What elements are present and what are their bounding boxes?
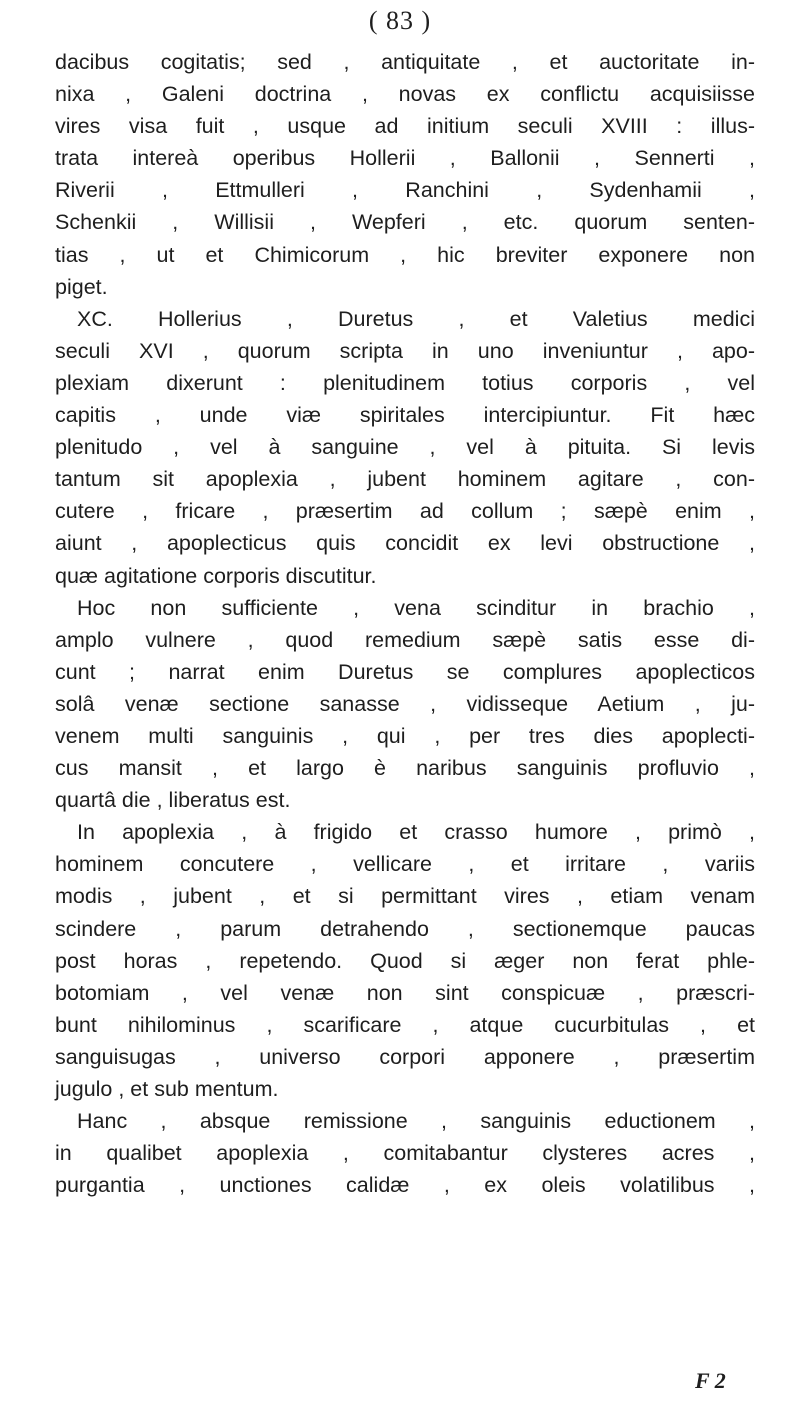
text-line: purgantia , unctiones calidæ , ex oleis volatilibus , xyxy=(55,1173,755,1198)
text-line: tantum sit apoplexia , jubent hominem agitare , con- xyxy=(55,467,755,492)
text-line: Schenkii , Willisii , Wepferi , etc. quorum senten- xyxy=(55,210,755,235)
text-line: botomiam , vel venæ non sint conspicuæ , præscri- xyxy=(55,980,755,1005)
text-line: solâ venæ sectione sanasse , vidisseque Aetium , ju- xyxy=(55,691,755,716)
text-line: plenitudo , vel à sanguine , vel à pituita. Si levis xyxy=(55,435,755,460)
text-line: cutere , fricare , præsertim ad collum ; sæpè enim , xyxy=(55,499,755,524)
text-line: sanguisugas , universo corpori apponere , præsertim xyxy=(55,1044,755,1069)
text-line: trata intereà operibus Hollerii , Ballonii , Sennerti , xyxy=(55,146,755,171)
text-line: piget. xyxy=(55,274,108,299)
text-line: vires visa fuit , usque ad initium seculi XVIII : illus- xyxy=(55,114,755,139)
text-line: capitis , unde viæ spiritales intercipiuntur. Fit hæc xyxy=(55,403,755,428)
text-line: jugulo , et sub mentum. xyxy=(55,1077,279,1101)
text-line: plexiam dixerunt : plenitudinem totius corporis , vel xyxy=(55,370,755,395)
body-text xyxy=(55,46,755,1201)
page-number: ( 83 ) xyxy=(368,6,432,35)
text-line: bunt nihilominus , scarificare , atque cucurbitulas , et xyxy=(55,1012,755,1037)
text-line: cus mansit , et largo è naribus sanguinis profluvio , xyxy=(55,756,755,781)
text-line: aiunt , apoplecticus quis concidit ex levi obstructione , xyxy=(55,531,755,556)
text-line: venem multi sanguinis , qui , per tres dies apoplecti- xyxy=(55,723,755,748)
signature-mark: F 2 xyxy=(695,1368,726,1393)
text-line: seculi XVI , quorum scripta in uno inveniuntur , apo- xyxy=(55,338,755,363)
text-line: post horas , repetendo. Quod si æger non ferat phle- xyxy=(55,948,755,973)
text-line: cunt ; narrat enim Duretus se complures apoplecticos xyxy=(55,659,755,684)
text-line: in qualibet apoplexia , comitabantur clysteres acres , xyxy=(55,1141,755,1166)
paragraph-start-line: In apoplexia , à frigido et crasso humore , primò , xyxy=(77,820,755,845)
text-line: quartâ die , liberatus est. xyxy=(55,788,291,813)
text-line: quæ agitatione corporis discutitur. xyxy=(55,563,377,588)
text-line: nixa , Galeni doctrina , novas ex conflictu acquisiisse xyxy=(55,82,755,107)
paragraph-start-line: Hoc non sufficiente , vena scinditur in brachio , xyxy=(77,595,755,620)
text-line: Riverii , Ettmulleri , Ranchini , Sydenhamii , xyxy=(55,178,755,203)
text-line: tias , ut et Chimicorum , hic breviter exponere non xyxy=(55,242,755,267)
text-line: scindere , parum detrahendo , sectionemque paucas xyxy=(55,916,755,941)
text-line: dacibus cogitatis; sed , antiquitate , et auctoritate in- xyxy=(55,50,755,74)
paragraph-start-line: XC. Hollerius , Duretus , et Valetius medici xyxy=(77,306,755,331)
text-line: modis , jubent , et si permittant vires , etiam venam xyxy=(55,884,755,909)
paragraph-start-line: Hanc , absque remissione , sanguinis eductionem , xyxy=(77,1109,755,1134)
text-line: amplo vulnere , quod remedium sæpè satis esse di- xyxy=(55,627,755,652)
text-line: hominem concutere , vellicare , et irritare , variis xyxy=(55,852,755,877)
